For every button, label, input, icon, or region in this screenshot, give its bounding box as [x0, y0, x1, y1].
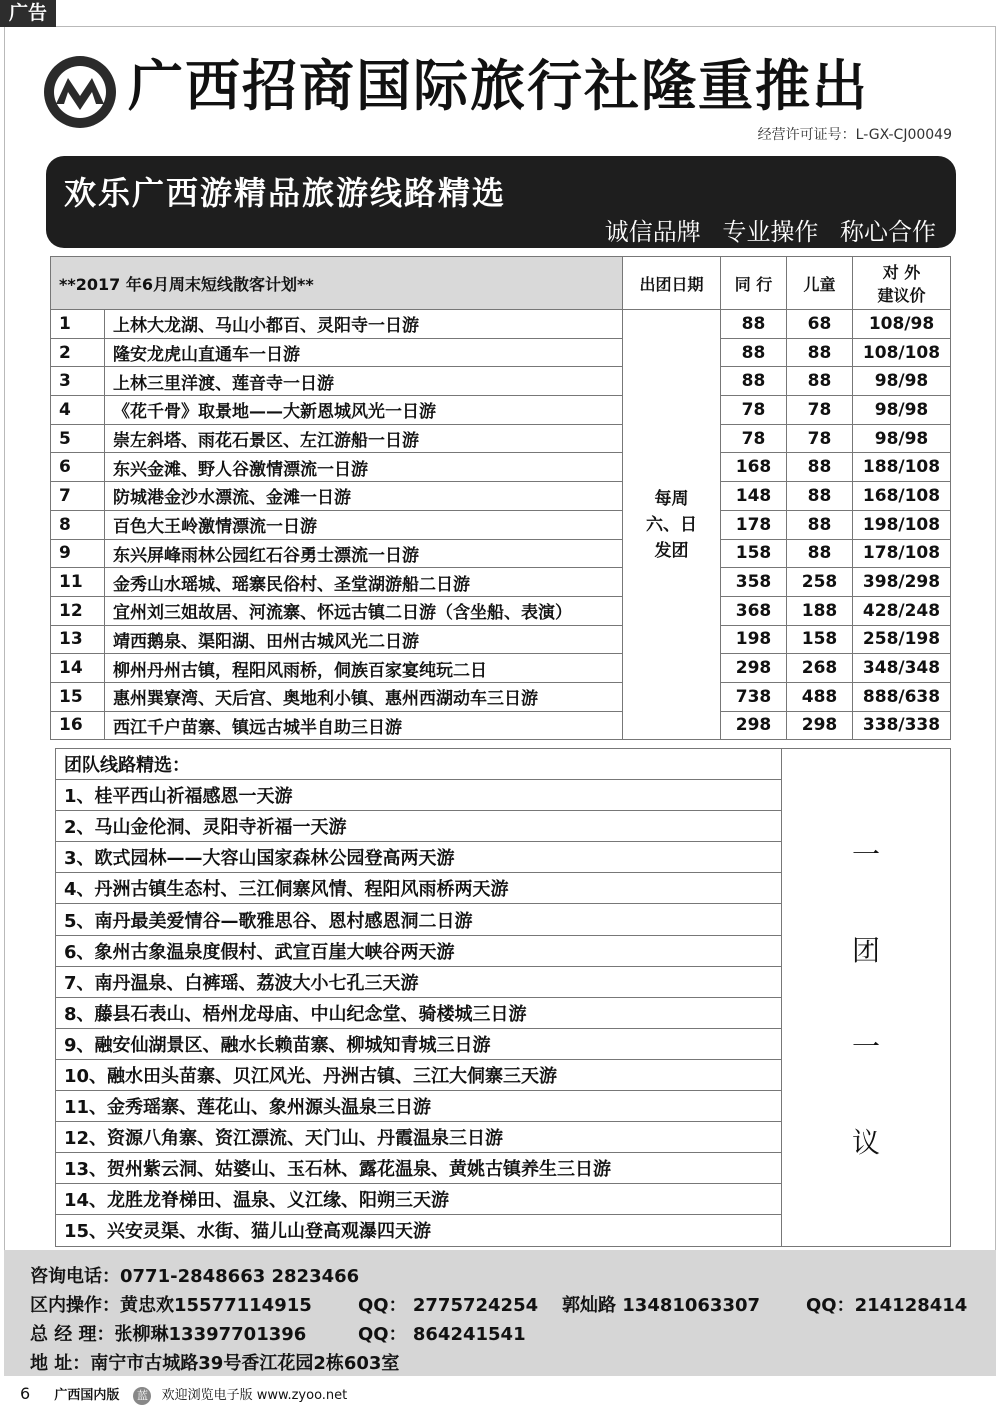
group-route-name: 14、龙胜龙脊梯田、温泉、义江缘、阳朔三天游	[56, 1184, 782, 1215]
suggested-price: 178/108	[853, 539, 951, 568]
child-price: 68	[787, 310, 853, 339]
group-route-name: 8、藤县石表山、梧州龙母庙、中山纪念堂、骑楼城三日游	[56, 997, 782, 1028]
suggested-price: 98/98	[853, 396, 951, 425]
route-name: 金秀山水瑶城、瑶寨民俗村、圣堂湖游船二日游	[105, 568, 623, 597]
row-number: 15	[51, 682, 105, 711]
suggested-price: 888/638	[853, 682, 951, 711]
suggested-price: 98/98	[853, 424, 951, 453]
group-quote-note	[782, 749, 951, 1247]
table-row	[51, 310, 951, 339]
route-name: 东兴金滩、野人谷激情漂流一日游	[105, 453, 623, 482]
suggested-price: 428/248	[853, 596, 951, 625]
routes-table	[50, 256, 951, 740]
peer-price: 178	[721, 510, 787, 539]
page-title: 广西招商国际旅行社隆重推出	[128, 54, 870, 118]
routes-table-header	[51, 257, 951, 310]
suggested-price: 338/338	[853, 711, 951, 740]
child-price: 88	[787, 539, 853, 568]
group-quote-char: 议	[851, 1126, 880, 1160]
route-name: 靖西鹅泉、渠阳湖、田州古城风光二日游	[105, 625, 623, 654]
group-route-name: 4、丹洲古镇生态村、三江侗寨风情、程阳风雨桥两天游	[56, 873, 782, 904]
child-price: 188	[787, 596, 853, 625]
ad-tag: 广告	[0, 0, 56, 27]
contact-address: 地 址：南宁市古城路39号香江花园2栋603室	[30, 1353, 400, 1374]
header-peer: 同 行	[721, 257, 787, 310]
departure-schedule	[623, 310, 721, 740]
route-name: 防城港金沙水漂流、金滩一日游	[105, 482, 623, 511]
route-name: 惠州巽寮湾、天后宫、奥地利小镇、惠州西湖动车三日游	[105, 682, 623, 711]
suggested-price: 188/108	[853, 453, 951, 482]
contact-ops: 区内操作：黄忠欢15577114915	[30, 1295, 312, 1316]
child-price: 268	[787, 654, 853, 683]
table-row	[51, 539, 951, 568]
child-price: 88	[787, 453, 853, 482]
child-price: 158	[787, 625, 853, 654]
banner	[46, 156, 956, 248]
contact-phone: 咨询电话：0771-2848663 2823466	[30, 1266, 360, 1287]
peer-price: 738	[721, 682, 787, 711]
suggested-price: 108/98	[853, 310, 951, 339]
contact-ops-name2: 郭灿路 13481063307	[562, 1295, 761, 1316]
departure-line: 发团	[654, 540, 689, 561]
child-price: 78	[787, 424, 853, 453]
contact-info	[4, 1250, 996, 1376]
child-price: 488	[787, 682, 853, 711]
row-number: 6	[51, 453, 105, 482]
child-price: 88	[787, 367, 853, 396]
contact-ops-row	[30, 1291, 996, 1320]
departure-line: 每周	[654, 488, 689, 509]
plan-title: **2017 年6月周末短线散客计划**	[51, 257, 623, 310]
banner-slogan: 诚信品牌 专业操作 称心合作	[604, 218, 936, 246]
peer-price: 298	[721, 711, 787, 740]
header-suggest	[853, 257, 951, 310]
contact-ops-qq: QQ： 2775724254	[358, 1295, 539, 1316]
table-row	[51, 625, 951, 654]
child-price: 298	[787, 711, 853, 740]
suggested-price: 168/108	[853, 482, 951, 511]
peer-price: 78	[721, 424, 787, 453]
peer-price: 88	[721, 310, 787, 339]
banner-title: 欢乐广西游精品旅游线路精选	[64, 174, 507, 212]
suggested-price: 198/108	[853, 510, 951, 539]
route-name: 上林三里洋渡、莲音寺一日游	[105, 367, 623, 396]
departure-line: 六、日	[646, 514, 697, 535]
contact-manager-qq: QQ： 864241541	[358, 1324, 526, 1345]
route-name: 崇左斜塔、雨花石景区、左江游船一日游	[105, 424, 623, 453]
group-route-name: 11、金秀瑶寨、莲花山、象州源头温泉三日游	[56, 1091, 782, 1122]
table-row	[51, 568, 951, 597]
peer-price: 198	[721, 625, 787, 654]
row-number: 11	[51, 568, 105, 597]
route-name: 隆安龙虎山直通车一日游	[105, 338, 623, 367]
header-child: 儿童	[787, 257, 853, 310]
table-row	[51, 482, 951, 511]
table-row	[51, 338, 951, 367]
group-heading-row	[56, 749, 951, 780]
row-number: 16	[51, 711, 105, 740]
page-number: 6	[20, 1384, 31, 1403]
contact-ops-qq2: QQ：214128414	[806, 1295, 968, 1316]
child-price: 258	[787, 568, 853, 597]
group-route-name: 5、南丹最美爱情谷—歌雅思谷、恩村感恩洞二日游	[56, 904, 782, 935]
license-number: 经营许可证号：L-GX-CJ00049	[757, 127, 952, 143]
group-route-name: 10、融水田头苗寨、贝江风光、丹洲古镇、三江大侗寨三天游	[56, 1059, 782, 1090]
row-number: 5	[51, 424, 105, 453]
table-row	[51, 396, 951, 425]
row-number: 1	[51, 310, 105, 339]
child-price: 78	[787, 396, 853, 425]
group-routes-table	[55, 748, 951, 1247]
peer-price: 358	[721, 568, 787, 597]
route-name: 东兴屏峰雨林公园红石谷勇士漂流一日游	[105, 539, 623, 568]
suggested-price: 98/98	[853, 367, 951, 396]
row-number: 13	[51, 625, 105, 654]
group-quote-char: 一	[851, 1030, 880, 1064]
group-quote-char: 团	[851, 934, 880, 968]
table-row	[51, 424, 951, 453]
header-suggest-line2: 建议价	[877, 286, 926, 305]
child-price: 88	[787, 338, 853, 367]
row-number: 9	[51, 539, 105, 568]
table-row	[51, 711, 951, 740]
group-route-name: 15、兴安灵渠、水街、猫儿山登高观瀑四天游	[56, 1215, 782, 1246]
suggested-price: 108/108	[853, 338, 951, 367]
table-row	[51, 596, 951, 625]
peer-price: 298	[721, 654, 787, 683]
table-row	[51, 367, 951, 396]
route-name: 宜州刘三姐故居、河流寨、怀远古镇二日游（含坐船、表演）	[105, 596, 623, 625]
contact-phone-row	[30, 1262, 996, 1291]
footer-note: 欢迎浏览电子版 www.zyoo.net	[161, 1388, 348, 1403]
peer-price: 78	[721, 396, 787, 425]
edition-label: 广西国内版	[54, 1388, 120, 1403]
group-quote-char: 一	[851, 838, 880, 872]
row-number: 14	[51, 654, 105, 683]
peer-price: 88	[721, 338, 787, 367]
contact-manager-row	[30, 1320, 996, 1349]
row-number: 12	[51, 596, 105, 625]
peer-price: 148	[721, 482, 787, 511]
suggested-price: 258/198	[853, 625, 951, 654]
brand-mark-icon: 蓝	[133, 1387, 151, 1405]
row-number: 7	[51, 482, 105, 511]
suggested-price: 398/298	[853, 568, 951, 597]
row-number: 8	[51, 510, 105, 539]
table-row	[51, 510, 951, 539]
route-name: 柳州丹州古镇，程阳风雨桥，侗族百家宴纯玩二日	[105, 654, 623, 683]
row-number: 2	[51, 338, 105, 367]
header-date: 出团日期	[623, 257, 721, 310]
table-row	[51, 453, 951, 482]
child-price: 88	[787, 510, 853, 539]
group-route-name: 3、欧式园林——大容山国家森林公园登高两天游	[56, 842, 782, 873]
peer-price: 158	[721, 539, 787, 568]
route-name: 上林大龙湖、马山小都百、灵阳寺一日游	[105, 310, 623, 339]
suggested-price: 348/348	[853, 654, 951, 683]
contact-address-row	[30, 1349, 996, 1378]
peer-price: 88	[721, 367, 787, 396]
group-route-name: 6、象州古象温泉度假村、武宣百崖大峡谷两天游	[56, 935, 782, 966]
page-footer	[20, 1384, 347, 1404]
contact-manager: 总 经 理：张柳琳13397701396	[30, 1324, 307, 1345]
group-heading: 团队线路精选：	[56, 749, 782, 780]
group-route-name: 13、贺州紫云洞、姑婆山、玉石林、露花温泉、黄姚古镇养生三日游	[56, 1153, 782, 1184]
company-logo-icon	[42, 54, 118, 130]
table-row	[51, 682, 951, 711]
table-row	[51, 654, 951, 683]
peer-price: 168	[721, 453, 787, 482]
group-route-name: 2、马山金伦洞、灵阳寺祈福一天游	[56, 811, 782, 842]
route-name: 西江千户苗寨、镇远古城半自助三日游	[105, 711, 623, 740]
route-name: 《花千骨》取景地——大新恩城风光一日游	[105, 396, 623, 425]
peer-price: 368	[721, 596, 787, 625]
route-name: 百色大王岭激情漂流一日游	[105, 510, 623, 539]
group-route-name: 9、融安仙湖景区、融水长赖苗寨、柳城知青城三日游	[56, 1028, 782, 1059]
group-route-name: 1、桂平西山祈福感恩一天游	[56, 780, 782, 811]
group-route-name: 12、资源八角寨、资江漂流、天门山、丹霞温泉三日游	[56, 1122, 782, 1153]
child-price: 88	[787, 482, 853, 511]
row-number: 3	[51, 367, 105, 396]
row-number: 4	[51, 396, 105, 425]
header-suggest-line1: 对 外	[882, 263, 921, 282]
group-route-name: 7、南丹温泉、白裤瑶、荔波大小七孔三天游	[56, 966, 782, 997]
